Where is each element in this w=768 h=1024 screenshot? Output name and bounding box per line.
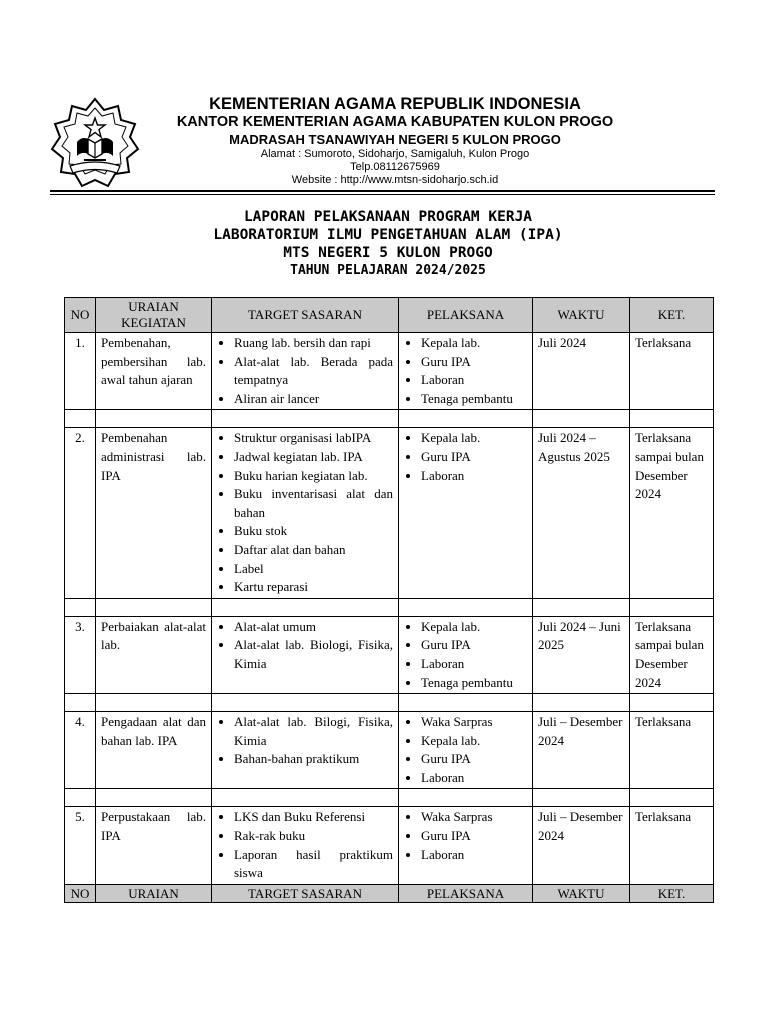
spacer-row	[65, 410, 714, 428]
table-row	[65, 712, 714, 789]
list-item: • Waka Sarpras	[421, 713, 527, 732]
title-line-4: TAHUN PELAJARAN 2024/2025	[290, 263, 486, 278]
list-item: • Laboran	[421, 655, 527, 674]
list-item: • Buku stok	[234, 522, 393, 541]
ministry-name: KEMENTERIAN AGAMA REPUBLIK INDONESIA	[209, 95, 581, 113]
row-uraian: Pengadaan alat dan bahan lab. IPA	[96, 712, 212, 789]
list-item: • Tenaga pembantu	[421, 674, 527, 693]
footer-target: TARGET SASARAN	[212, 884, 399, 902]
list-item: • LKS dan Buku Referensi	[234, 808, 393, 827]
header-pelaksana: PELAKSANA	[399, 298, 533, 333]
row-target	[212, 712, 399, 789]
footer-waktu: WAKTU	[533, 884, 630, 902]
list-item: • Jadwal kegiatan lab. IPA	[234, 448, 393, 467]
header-no: NO	[65, 298, 96, 333]
letterhead-rule-thick	[50, 190, 715, 192]
row-no: 5.	[65, 807, 96, 884]
list-item: • Laboran	[421, 769, 527, 788]
title-line-1: LAPORAN PELAKSANAAN PROGRAM KERJA	[243, 209, 533, 225]
row-no: 4.	[65, 712, 96, 789]
list-item: • Kartu reparasi	[234, 578, 393, 597]
spacer-row	[65, 598, 714, 616]
footer-uraian: URAIAN	[96, 884, 212, 902]
row-ket: Terlaksana	[630, 807, 714, 884]
school-website: Website : http://www.mtsn-sidoharjo.sch.id	[291, 174, 499, 186]
row-no: 3.	[65, 616, 96, 693]
row-ket: Terlaksana	[630, 712, 714, 789]
list-item: • Struktur organisasi labIPA	[234, 429, 393, 448]
header-target: TARGET SASARAN	[212, 298, 399, 333]
table-footer-row	[65, 884, 714, 902]
letterhead-rule-thin	[50, 194, 715, 195]
row-ket: Terlaksana	[630, 333, 714, 410]
row-target	[212, 428, 399, 598]
row-waktu: Juli 2024 – Juni 2025	[533, 616, 630, 693]
program-table	[64, 297, 714, 903]
row-ket: Terlaksana sampai bulan Desember 2024	[630, 616, 714, 693]
list-item: • Laporan hasil praktikum siswa	[234, 846, 393, 883]
list-item: • Kepala lab.	[421, 334, 527, 353]
list-item: • Kepala lab.	[421, 732, 527, 751]
list-item: • Alat-alat lab. Bilogi, Fisika, Kimia	[234, 713, 393, 750]
table-row	[65, 333, 714, 410]
list-item: • Buku inventarisasi alat dan bahan	[234, 485, 393, 522]
table-row	[65, 428, 714, 598]
list-item: • Guru IPA	[421, 353, 527, 372]
row-target	[212, 616, 399, 693]
office-name: KANTOR KEMENTERIAN AGAMA KABUPATEN KULON PROGO	[176, 114, 614, 130]
list-item: • Label	[234, 560, 393, 579]
school-address: Alamat : Sumoroto, Sidoharjo, Samigaluh, Kulon Progo	[260, 148, 530, 160]
table-header-row	[65, 298, 714, 333]
row-ket: Terlaksana sampai bulan Desember 2024	[630, 428, 714, 598]
list-item: • Guru IPA	[421, 448, 527, 467]
table-row	[65, 616, 714, 693]
footer-ket: KET.	[630, 884, 714, 902]
row-no: 2.	[65, 428, 96, 598]
list-item: • Ruang lab. bersih dan rapi	[234, 334, 393, 353]
list-item: • Rak-rak buku	[234, 827, 393, 846]
row-target	[212, 333, 399, 410]
row-uraian: Pembenahan, pembersihan lab. awal tahun ajaran	[96, 333, 212, 410]
list-item: • Laboran	[421, 846, 527, 865]
table-row	[65, 807, 714, 884]
spacer-row	[65, 789, 714, 807]
row-waktu: Juli – Desember 2024	[533, 807, 630, 884]
row-waktu: Juli 2024	[533, 333, 630, 410]
kemenag-emblem-icon	[48, 96, 142, 190]
footer-no: NO	[65, 884, 96, 902]
list-item: • Alat-alat lab. Berada pada tempatnya	[234, 353, 393, 390]
list-item: • Alat-alat umum	[234, 618, 393, 637]
kemenag-logo	[48, 96, 142, 190]
header-ket: KET.	[630, 298, 714, 333]
list-item: • Bahan-bahan praktikum	[234, 750, 393, 769]
row-no: 1.	[65, 333, 96, 410]
row-pelaksana	[399, 616, 533, 693]
row-target	[212, 807, 399, 884]
header-uraian: URAIAN KEGIATAN	[96, 298, 212, 333]
list-item: • Guru IPA	[421, 636, 527, 655]
list-item: • Waka Sarpras	[421, 808, 527, 827]
row-pelaksana	[399, 807, 533, 884]
row-pelaksana	[399, 712, 533, 789]
header-waktu: WAKTU	[533, 298, 630, 333]
list-item: • Tenaga pembantu	[421, 390, 527, 409]
row-pelaksana	[399, 333, 533, 410]
list-item: • Buku harian kegiatan lab.	[234, 467, 393, 486]
row-pelaksana	[399, 428, 533, 598]
list-item: • Laboran	[421, 467, 527, 486]
list-item: • Daftar alat dan bahan	[234, 541, 393, 560]
list-item: • Laboran	[421, 371, 527, 390]
school-name: MADRASAH TSANAWIYAH NEGERI 5 KULON PROGO	[229, 132, 561, 147]
list-item: • Guru IPA	[421, 827, 527, 846]
footer-pelaksana: PELAKSANA	[399, 884, 533, 902]
spacer-row	[65, 694, 714, 712]
row-uraian: Perpustakaan lab. IPA	[96, 807, 212, 884]
row-uraian: Perbaiakan alat-alat lab.	[96, 616, 212, 693]
list-item: • Guru IPA	[421, 750, 527, 769]
row-uraian: Pembenahan administrasi lab. IPA	[96, 428, 212, 598]
letterhead	[150, 95, 640, 187]
list-item: • Kepala lab.	[421, 618, 527, 637]
list-item: • Aliran air lancer	[234, 390, 393, 409]
row-waktu: Juli 2024 – Agustus 2025	[533, 428, 630, 598]
list-item: • Kepala lab.	[421, 429, 527, 448]
title-line-3: MTS NEGERI 5 KULON PROGO	[283, 245, 493, 261]
school-phone: Telp.08112675969	[350, 161, 440, 173]
list-item: • Alat-alat lab. Biologi, Fisika, Kimia	[234, 636, 393, 673]
row-waktu: Juli – Desember 2024	[533, 712, 630, 789]
report-title	[64, 208, 712, 280]
title-line-2: LABORATORIUM ILMU PENGETAHUAN ALAM (IPA)	[213, 227, 563, 243]
program-table-body	[65, 298, 714, 903]
